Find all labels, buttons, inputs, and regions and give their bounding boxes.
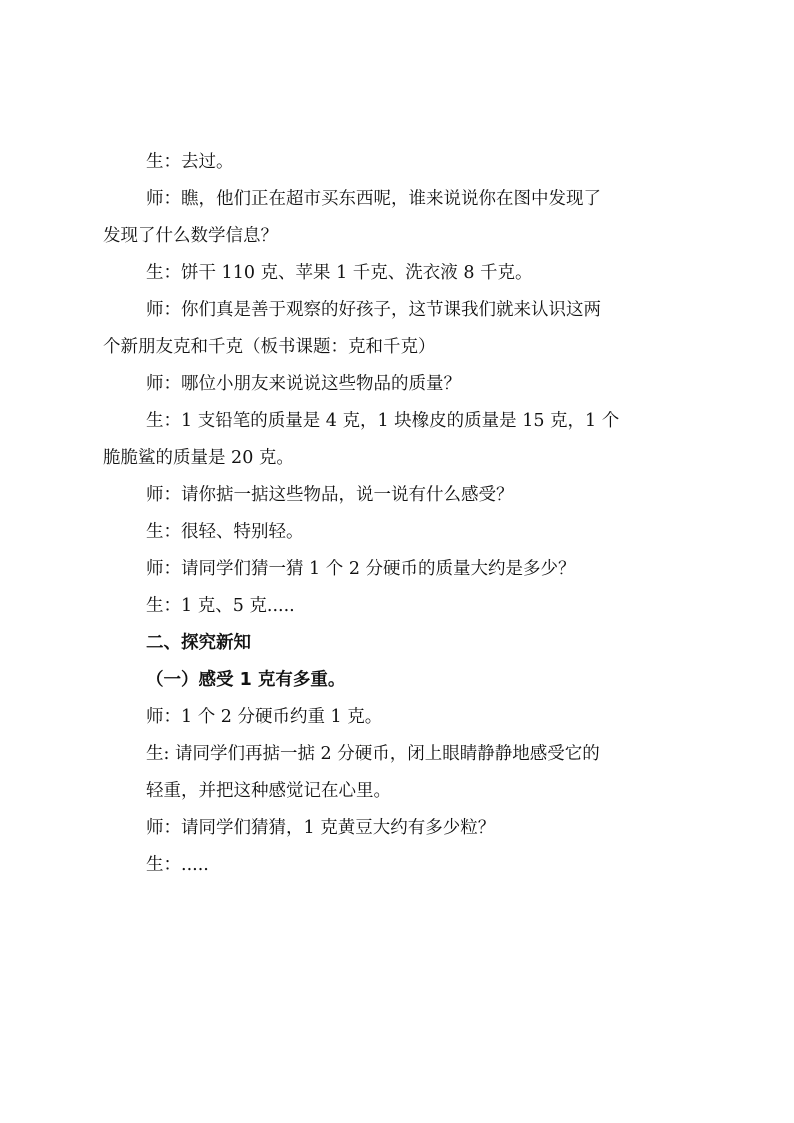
paragraph-line: 生：饼干 110 克、苹果 1 千克、洗衣液 8 千克。 (146, 263, 533, 283)
paragraph-line: 轻重，并把这种感觉记在心里。 (146, 781, 391, 801)
subsection-heading: （一）感受 1 克有多重。 (146, 670, 346, 690)
paragraph-line: 师：请同学们猜猜，1 克黄豆大约有多少粒？ (146, 818, 496, 838)
section-heading: 二、探究新知 (146, 633, 251, 653)
paragraph-line: 师：1 个 2 分硬币约重 1 克。 (146, 707, 383, 727)
document-body (103, 144, 703, 884)
paragraph-line: 师：瞧，他们正在超市买东西呢，谁来说说你在图中发现了 (146, 189, 601, 209)
paragraph-line: 师：请你掂一掂这些物品，说一说有什么感受？ (146, 485, 514, 505)
paragraph-line: 个新朋友克和千克（板书课题：克和千克） (103, 337, 436, 357)
paragraph-line: 生：..... (146, 855, 209, 875)
paragraph-line: 生：很轻、特别轻。 (146, 522, 304, 542)
paragraph-line: 师：哪位小朋友来说说这些物品的质量？ (146, 374, 461, 394)
paragraph-line: 生：1 克、5 克..... (146, 596, 295, 616)
paragraph-line: 生：去过。 (146, 152, 234, 172)
paragraph-line: 师：请同学们猜一猜 1 个 2 分硬币的质量大约是多少？ (146, 559, 576, 579)
paragraph-line: 生：1 支铅笔的质量是 4 克，1 块橡皮的质量是 15 克，1 个 (146, 411, 620, 431)
paragraph-line: 师：你们真是善于观察的好孩子，这节课我们就来认识这两 (146, 300, 601, 320)
paragraph-line: 脆脆鲨的质量是 20 克。 (103, 448, 294, 468)
paragraph-line: 生: 请同学们再掂一掂 2 分硬币，闭上眼睛静静地感受它的 (146, 744, 600, 764)
paragraph-line: 发现了什么数学信息？ (103, 226, 278, 246)
